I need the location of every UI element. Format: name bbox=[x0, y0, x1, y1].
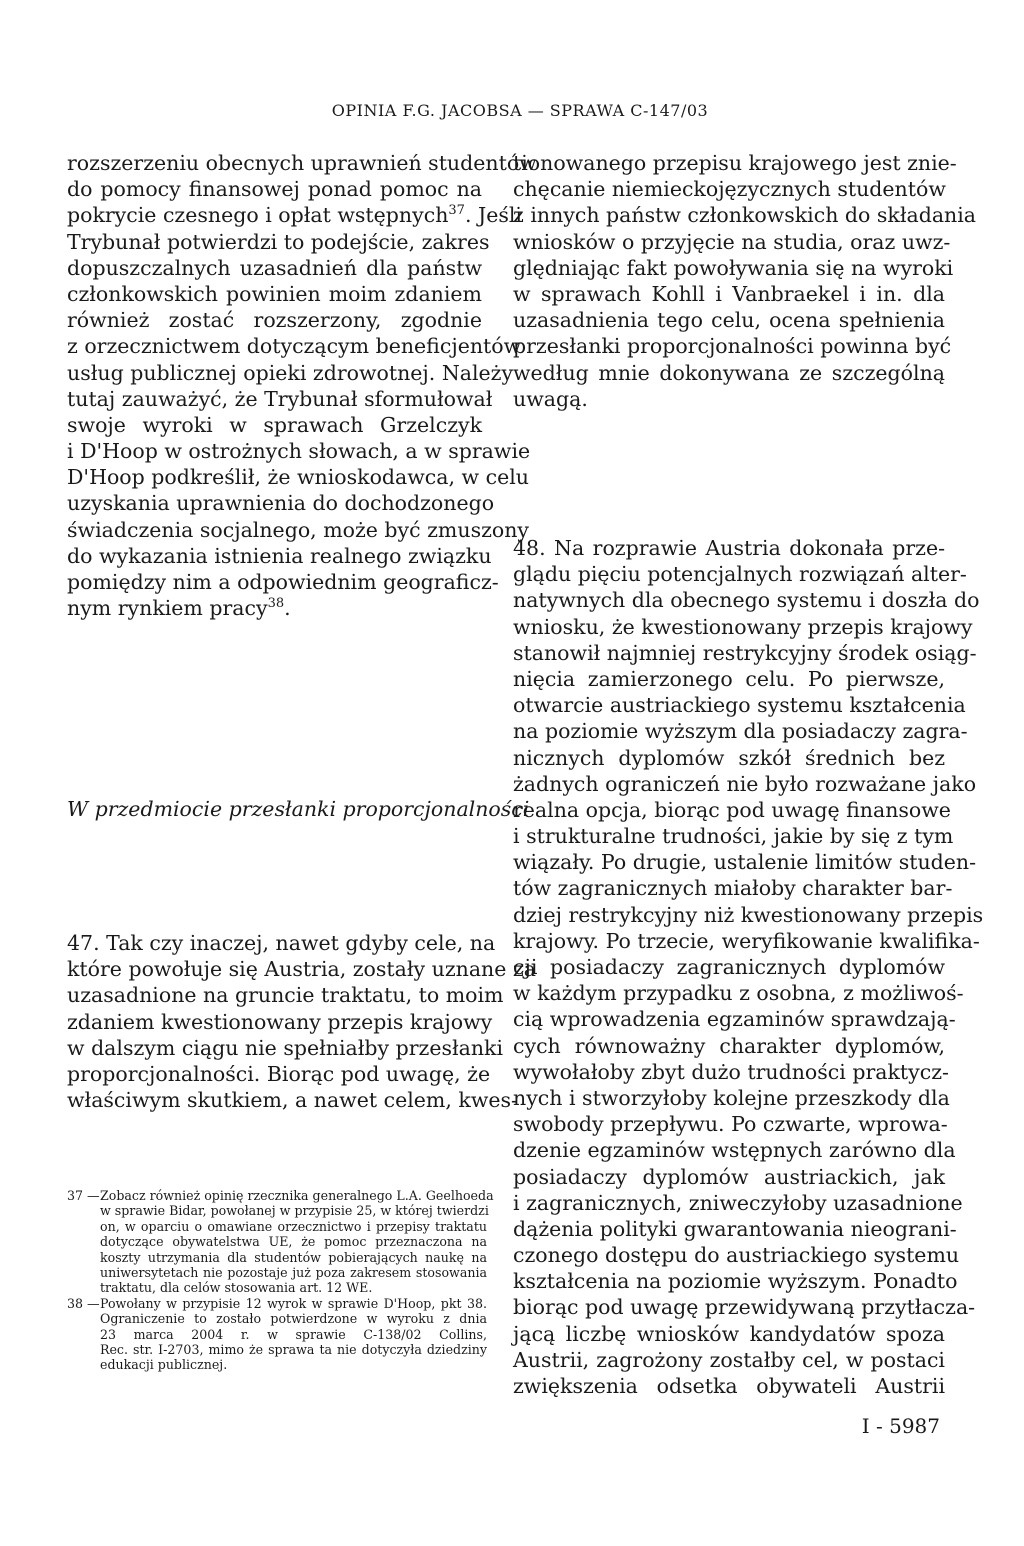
text-line: nych i stworzyłoby kolejne przeszkody dla bbox=[513, 1085, 950, 1110]
section-heading: W przedmiocie przesłanki proporcjonalności bbox=[67, 797, 530, 821]
footnote-reference-38: 38 bbox=[267, 596, 285, 612]
paragraph-48 bbox=[513, 535, 984, 1399]
text-line: uzasadnienia tego celu, ocena spełnienia bbox=[513, 308, 945, 333]
text-line: dzenie egzaminów wstępnych zarówno dla bbox=[513, 1138, 956, 1163]
text-line: w dalszym ciągu nie spełniałby przesłanki bbox=[67, 1035, 504, 1060]
text-line: tionowanego przepisu krajowego jest znie- bbox=[513, 151, 957, 175]
right-column-text bbox=[513, 150, 977, 412]
text-line: wniosku, że kwestionowany przepis krajowy bbox=[513, 614, 973, 639]
text-line: biorąc pod uwagę przewidywaną przytłacza- bbox=[513, 1295, 976, 1320]
paragraph-47 bbox=[67, 930, 536, 1113]
text-line: proporcjonalności. Biorąc pod uwagę, że bbox=[67, 1061, 491, 1086]
left-column-text bbox=[67, 150, 537, 621]
footnotes bbox=[67, 1188, 494, 1373]
text-line: krajowy. Po trzecie, weryfikowanie kwalifika- bbox=[513, 928, 980, 953]
text-line: zdaniem kwestionowany przepis krajowy bbox=[67, 1009, 493, 1034]
page-number: I - 5987 bbox=[861, 1414, 940, 1438]
text-line: chęcanie niemieckojęzycznych studentów bbox=[513, 177, 946, 202]
text-line: realna opcja, biorąc pod uwagę finansowe bbox=[513, 797, 951, 822]
text-line: nicznych dyplomów szkół średnich bez bbox=[513, 745, 945, 770]
footnote-line: dotyczące obywatelstwa UE, że pomoc przeznaczona na bbox=[100, 1234, 487, 1250]
text-line: do wykazania istnienia realnego związku bbox=[67, 543, 492, 568]
text-line: które powołuje się Austria, zostały uznane za bbox=[67, 957, 536, 982]
text-segment: . Jeśli bbox=[464, 203, 522, 228]
footnote-line: Zobacz również opinię rzecznika generalnego L.A. Geelhoeda bbox=[100, 1188, 494, 1203]
text-line: tutaj zauważyć, że Trybunał sformułował bbox=[67, 386, 493, 411]
text-line: według mnie dokonywana ze szczególną bbox=[513, 360, 945, 385]
footnote-line: Powołany w przypisie 12 wyrok w sprawie D'Hoop, pkt 38. bbox=[100, 1295, 487, 1311]
text-line: D'Hoop podkreślił, że wnioskodawca, w celu bbox=[67, 465, 529, 490]
text-line: w sprawach Kohll i Vanbraekel i in. dla bbox=[513, 281, 945, 306]
footnote-line: Rec. str. I-2703, mimo że sprawa ta nie dotyczyła dziedziny bbox=[100, 1341, 487, 1357]
text-line: swoje wyroki w sprawach Grzelczyk bbox=[67, 412, 482, 437]
text-line: otwarcie austriackiego systemu kształcenia bbox=[513, 693, 966, 718]
footnote-number: 37 — bbox=[67, 1188, 100, 1203]
text-line: glądu pięciu potencjalnych rozwiązań alter- bbox=[513, 562, 967, 587]
text-segment: pokrycie czesnego i opłat wstępnych bbox=[67, 203, 449, 228]
footnote-line: traktatu, dla celów stosowania art. 12 WE. bbox=[100, 1280, 373, 1296]
text-line: uzyskania uprawnienia do dochodzonego bbox=[67, 491, 495, 516]
text-line: z orzecznictwem dotyczącym beneficjentów bbox=[67, 334, 522, 359]
text-line: posiadaczy dyplomów austriackich, jak bbox=[513, 1164, 945, 1189]
text-line: i strukturalne trudności, jakie by się z tym bbox=[513, 824, 954, 849]
text-line: i D'Hoop w ostrożnych słowach, a w sprawie bbox=[67, 439, 531, 464]
text-line: właściwym skutkiem, a nawet celem, kwes- bbox=[67, 1088, 518, 1113]
text-line: rozszerzeniu obecnych uprawnień studentów bbox=[67, 151, 537, 175]
text-line: dziej restrykcyjny niż kwestionowany przepis bbox=[513, 902, 984, 927]
footnote-line: Ograniczenie to zostało potwierdzone w wyroku z dnia bbox=[100, 1311, 487, 1327]
footnote-37 bbox=[67, 1188, 494, 1296]
text-segment: nym rynkiem pracy bbox=[67, 596, 268, 621]
running-header: OPINIA F.G. JACOBSA — SPRAWA C-147/03 bbox=[331, 101, 709, 120]
footnote-line: on, w oparciu o omawiane orzecznictwo i przepisy traktatu bbox=[100, 1218, 487, 1234]
text-line: i zagranicznych, zniweczyłoby uzasadnione bbox=[513, 1190, 963, 1215]
text-line: wniosków o przyjęcie na studia, oraz uwz- bbox=[513, 229, 951, 254]
text-line: cią wprowadzenia egzaminów sprawdzają- bbox=[513, 1007, 956, 1032]
text-line: tów zagranicznych miałoby charakter bar- bbox=[513, 876, 953, 901]
text-line: usług publicznej opieki zdrowotnej. Należy bbox=[67, 360, 514, 385]
text-line: zwiększenia odsetka obywateli Austrii bbox=[513, 1374, 945, 1398]
text-line: wywołałoby zbyt dużo trudności praktycz- bbox=[513, 1059, 949, 1084]
footnote-line: uniwersytetach nie pozostaje już poza zakresem stosowania bbox=[100, 1264, 487, 1280]
text-line: cych równoważny charakter dyplomów, bbox=[513, 1033, 945, 1058]
text-line: do pomocy finansowej ponad pomoc na bbox=[67, 177, 482, 202]
text-line bbox=[67, 595, 482, 621]
text-line: ględniając fakt powoływania się na wyroki bbox=[513, 255, 954, 280]
text-line: natywnych dla obecnego systemu i doszła do bbox=[513, 588, 980, 613]
text-line: na poziomie wyższym dla posiadaczy zagra- bbox=[513, 719, 968, 744]
footnote-line: edukacji publicznej. bbox=[100, 1357, 228, 1373]
text-line: cji posiadaczy zagranicznych dyplomów bbox=[513, 955, 945, 979]
text-line: nięcia zamierzonego celu. Po pierwsze, bbox=[513, 666, 945, 691]
footnote-line: koszty utrzymania dla studentów pobierających naukę na bbox=[100, 1249, 487, 1265]
text-line: kształcenia na poziomie wyższym. Ponadto bbox=[513, 1269, 958, 1294]
footnote-number: 38 — bbox=[67, 1295, 100, 1311]
text-line: również zostać rozszerzony, zgodnie bbox=[67, 308, 482, 333]
footnote-reference-37: 37 bbox=[448, 203, 465, 219]
text-line: Trybunał potwierdzi to podejście, zakres bbox=[67, 229, 490, 254]
text-line: 48. Na rozprawie Austria dokonała prze- bbox=[513, 536, 945, 560]
text-line: uzasadnione na gruncie traktatu, to moim bbox=[67, 983, 504, 1008]
text-line: uwagą. bbox=[513, 386, 588, 411]
text-line bbox=[67, 202, 522, 228]
footnote-line: w sprawie Bidar, powołanej w przypisie 25, w której twierdzi bbox=[100, 1203, 489, 1219]
text-line: w każdym przypadku z osobna, z możliwoś- bbox=[513, 981, 964, 1006]
text-line: z innych państw członkowskich do składania bbox=[513, 203, 977, 228]
text-line: swobody przepływu. Po czwarte, wprowa- bbox=[513, 1112, 948, 1137]
footnote-line: 23 marca 2004 r. w sprawie C-138/02 Collins, bbox=[100, 1326, 487, 1342]
text-line: żadnych ograniczeń nie było rozważane jako bbox=[513, 771, 977, 796]
text-line: 47. Tak czy inaczej, nawet gdyby cele, na bbox=[67, 931, 496, 955]
footnote-38 bbox=[67, 1296, 487, 1373]
text-line: Austrii, zagrożony zostałby cel, w postaci bbox=[513, 1347, 945, 1372]
text-line: pomiędzy nim a odpowiednim geograficz- bbox=[67, 570, 499, 594]
text-line: dążenia polityki gwarantowania nieograni- bbox=[513, 1216, 957, 1241]
text-line: świadczenia socjalnego, może być zmuszony bbox=[67, 517, 530, 542]
text-line: dopuszczalnych uzasadnień dla państw bbox=[67, 255, 482, 280]
text-line: przesłanki proporcjonalności powinna być bbox=[513, 334, 952, 359]
text-line: czonego dostępu do austriackiego systemu bbox=[513, 1243, 960, 1268]
text-line: jącą liczbę wniosków kandydatów spoza bbox=[513, 1321, 945, 1346]
text-line: wiązały. Po drugie, ustalenie limitów studen- bbox=[513, 850, 977, 875]
text-line: członkowskich powinien moim zdaniem bbox=[67, 281, 482, 306]
text-line: stanowił najmniej restrykcyjny środek osiąg- bbox=[513, 640, 977, 665]
text-segment: . bbox=[284, 596, 291, 621]
